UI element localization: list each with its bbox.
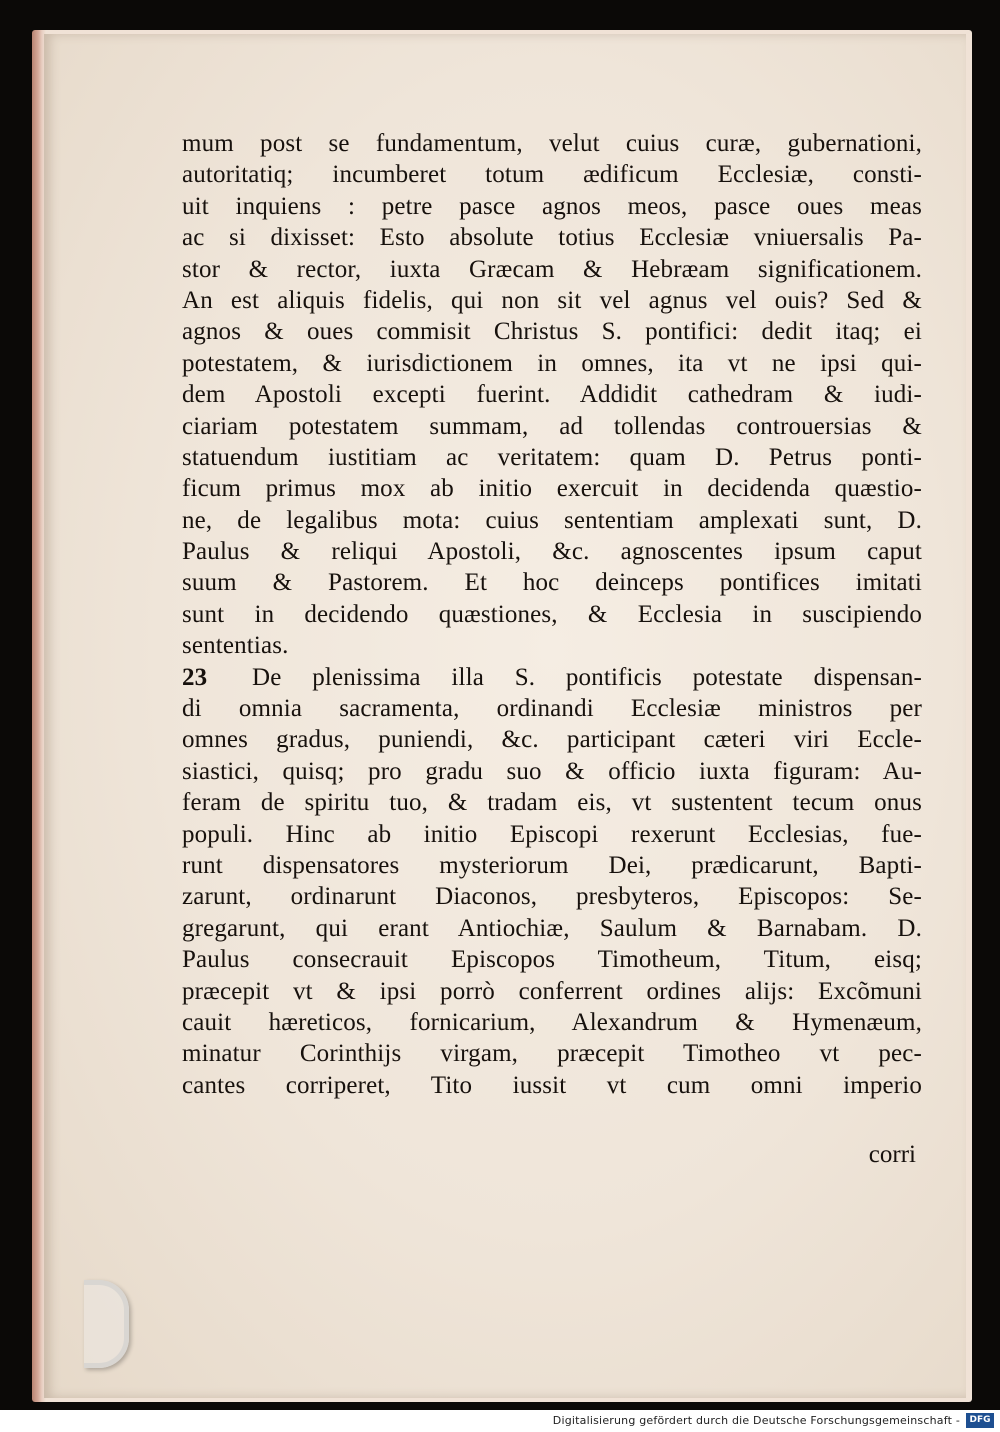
text-line: ac si dixisset: Esto absolute totius Ecclesiæ vniuersalis Pa- [182,224,922,252]
text-line: omnes gradus, puniendi, &c. participant cæteri viri Eccle- [182,726,922,754]
text-line: cauit hæreticos, fornicarium, Alexandrum & Hymenæum, [182,1008,922,1036]
paragraph-first-text: De plenissima illa S. pontificis potestate dispensan- [252,663,922,691]
text-line: populi. Hinc ab initio Episcopi rexerunt Ecclesias, fue- [182,820,922,848]
text-line: runt dispensatores mysteriorum Dei, prædicarunt, Bapti- [182,851,922,879]
text-line: siastici, quisq; pro gradu suo & officio iuxta figuram: Au- [182,757,922,785]
text-line: Paulus & reliqui Apostoli, &c. agnoscentes ipsum caput [182,538,922,566]
text-line: mum post se fundamentum, velut cuius curæ, gubernationi, [182,130,922,157]
paragraph-start-line [182,662,922,693]
text-line: agnos & oues commisit Christus S. pontifici: dedit itaq; ei [182,318,922,346]
text-line: sunt in decidendo quæstiones, & Ecclesia in suscipiendo [182,600,922,628]
text-line: feram de spiritu tuo, & tradam eis, vt sustentent tecum onus [182,789,922,817]
text-line: gregarunt, qui erant Antiochiæ, Saulum & Barnabam. D. [182,914,922,942]
text-line: statuendum iustitiam ac veritatem: quam D. Petrus ponti- [182,443,922,471]
text-line: Paulus consecrauit Episcopos Timotheum, Titum, eisq; [182,946,922,974]
page-clip [84,1280,129,1368]
dfg-logo: DFG [966,1413,994,1428]
text-line: ficum primus mox ab initio exercuit in decidenda quæstio- [182,475,922,503]
text-line: uit inquiens : petre pasce agnos meos, pasce oues meas [182,192,922,220]
text-line: cantes corriperet, Tito iussit vt cum omni imperio [182,1071,922,1099]
text-line: An est aliquis fidelis, qui non sit vel agnus vel ouis? Sed & [182,286,922,314]
page-body-text [182,128,922,1101]
text-line: suum & Pastorem. Et hoc deinceps pontifices imitati [182,569,922,597]
text-line: dem Apostoli excepti fuerint. Addidit cathedram & iudi- [182,381,922,409]
text-line: minatur Corinthijs virgam, præcepit Timotheo vt pec- [182,1040,922,1068]
text-line: præcepit vt & ipsi porrò conferrent ordines alijs: Excõmuni [182,977,922,1005]
text-line: autoritatiq; incumberet totum ædificum Ecclesiæ, consti- [182,161,922,189]
text-line: stor & rector, iuxta Græcam & Hebræam significationem. [182,255,922,283]
text-line: potestatem, & iurisdictionem in omnes, ita vt ne ipsi qui- [182,349,922,377]
paragraph-number: 23 [182,663,208,691]
footer-bar [0,1410,1000,1432]
text-line: ciariam potestatem summam, ad tollendas controuersias & [182,412,922,440]
text-line: sententias. [182,632,289,660]
digitization-credit: Digitalisierung gefördert durch die Deutsche Forschungsgemeinschaft - [552,1414,960,1427]
text-line: di omnia sacramenta, ordinandi Ecclesiæ ministros per [182,695,922,723]
text-line: ne, de legalibus mota: cuius sententiam amplexati sunt, D. [182,506,922,534]
catchword: corri [868,1141,916,1168]
text-line: zarunt, ordinarunt Diaconos, presbyteros, Episcopos: Se- [182,883,922,911]
